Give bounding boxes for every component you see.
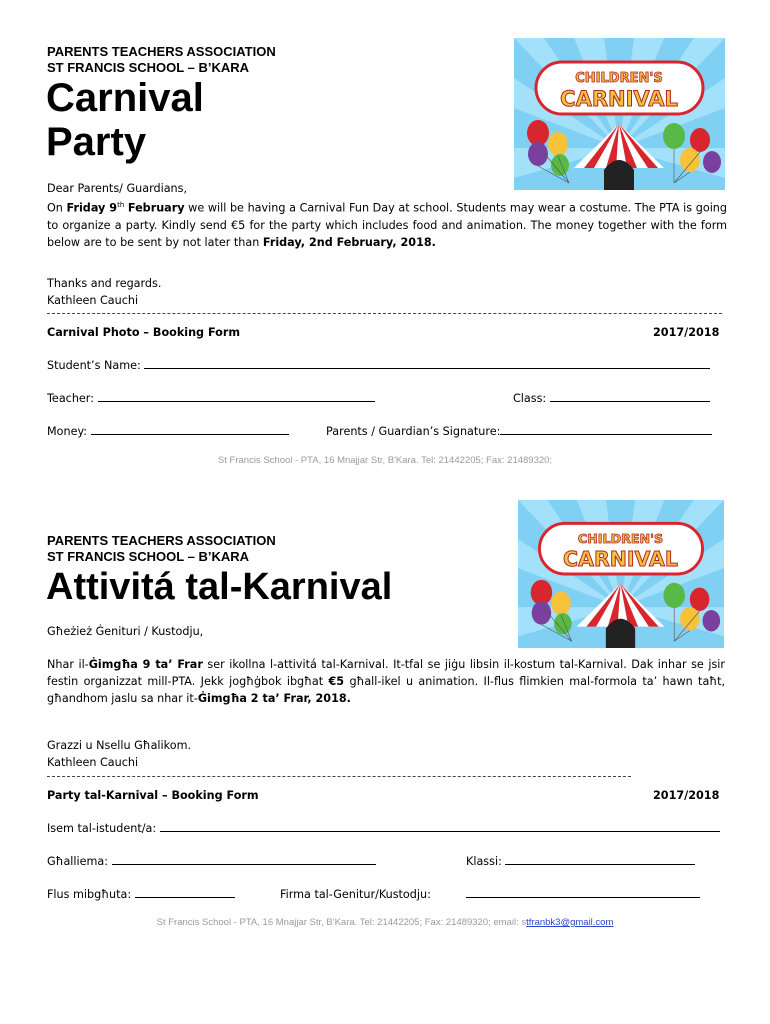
signature-label: Parents / Guardian’s Signature: — [326, 425, 501, 438]
letter-paragraph-2 — [47, 656, 725, 707]
student-name-field[interactable] — [144, 357, 710, 369]
carnival-poster-graphic — [518, 500, 724, 648]
thanks-text: Thanks and regards. — [47, 277, 162, 290]
text: ser ikollna l-attivitá tal-Karnival. It-tfal se jiġu libsin il-kostum tal-Karnival. Dak inhar se jsir festin organizzat mill-PTA. Jekk jogħġbok ibgħat — [47, 658, 725, 688]
money-row — [47, 423, 289, 440]
letter-body-1 — [47, 180, 727, 251]
thanks-text: Grazzi u Nsellu Għalikom. — [47, 739, 192, 752]
school-name: ST FRANCIS SCHOOL – B’KARA — [47, 549, 249, 564]
class-label: Klassi: — [466, 855, 502, 868]
org-name: PARENTS TEACHERS ASSOCIATION — [47, 533, 276, 548]
form-year: 2017/2018 — [653, 326, 720, 339]
ordinal-suffix: th — [117, 201, 125, 209]
signature-row-2 — [280, 886, 431, 903]
school-name: ST FRANCIS SCHOOL – B’KARA — [47, 60, 249, 75]
signoff-name: Kathleen Cauchi — [47, 756, 139, 769]
event-month: February — [127, 201, 185, 215]
class-field[interactable] — [550, 390, 710, 402]
event-day: Friday 9 — [66, 201, 118, 215]
letter-paragraph — [47, 197, 727, 251]
cut-line — [47, 313, 722, 314]
title-line-1: Carnival — [46, 76, 204, 120]
cut-line-2 — [47, 776, 631, 777]
text: we will be having a Carnival Fun Day at school. Students may wear a costume. The PTA is going to organize a party. Kindly send €5 for the party which includes food and animation. The money together with the form below are to be sent by not later than — [47, 201, 727, 249]
teacher-label: Għalliema: — [47, 855, 109, 868]
text: għall-ikel u animation. Il-flus flimkien mal-formola ta’ hawn taħt, għandhom jaslu sa nhar it- — [47, 675, 726, 705]
teacher-row — [47, 390, 375, 407]
footer-text: St Francis School - PTA, 16 Mnajjar Str, B'Kara. Tel: 21442205; Fax: 21489320; email: s — [156, 917, 527, 928]
student-name-row — [47, 357, 717, 374]
page-title-2: Attivitá tal-Karnival — [46, 566, 393, 608]
deadline: Friday, 2nd February, 2018. — [262, 235, 436, 249]
carnival-poster-graphic — [514, 38, 725, 190]
page-title — [46, 76, 204, 164]
text: Nhar il- — [47, 658, 89, 671]
poster-line-2: CARNIVAL — [560, 87, 678, 111]
teacher-field[interactable] — [112, 853, 376, 865]
student-name-row-2 — [47, 820, 727, 837]
teacher-field[interactable] — [98, 390, 375, 402]
money-field[interactable] — [135, 886, 235, 898]
footer-1: St Francis School - PTA, 16 Mnajjar Str, B'Kara. Tel: 21442205; Fax: 21489320; — [217, 455, 553, 466]
teacher-label: Teacher: — [47, 392, 94, 405]
signature-field[interactable] — [466, 886, 700, 898]
signature-field-2-wrap — [466, 886, 700, 903]
event-date: Ġimgħa 9 ta’ Frar — [88, 658, 203, 671]
signoff-name: Kathleen Cauchi — [47, 294, 139, 307]
class-row — [513, 390, 710, 407]
poster-line-2: CARNIVAL — [563, 547, 678, 572]
greeting-2: Għeżież Ġenituri / Kustodju, — [47, 625, 204, 638]
poster-line-1: CHILDREN'S — [575, 71, 663, 86]
pta-org-heading-2 — [47, 533, 276, 565]
greeting: Dear Parents/ Guardians, — [47, 182, 188, 195]
footer-2 — [0, 917, 770, 928]
form-year-2: 2017/2018 — [653, 789, 720, 802]
signoff-block-2 — [47, 737, 191, 771]
money-row-2 — [47, 886, 235, 903]
class-field[interactable] — [505, 853, 695, 865]
org-name: PARENTS TEACHERS ASSOCIATION — [47, 44, 276, 59]
form-title: Carnival Photo – Booking Form — [47, 326, 241, 339]
signoff-block-1 — [47, 275, 161, 309]
poster-line-1: CHILDREN'S — [577, 530, 664, 546]
title-line-2: Party — [46, 120, 147, 164]
student-name-field[interactable] — [160, 820, 720, 832]
carnival-poster-image — [514, 38, 725, 190]
email-link[interactable]: tfranbk3@gmail.com — [526, 917, 614, 928]
money-field[interactable] — [91, 423, 289, 435]
money-label: Money: — [47, 425, 88, 438]
teacher-row-2 — [47, 853, 376, 870]
class-row-2 — [466, 853, 695, 870]
class-label: Class: — [513, 392, 547, 405]
student-name-label: Student’s Name: — [47, 359, 141, 372]
money-label: Flus mibgħuta: — [47, 888, 132, 901]
price: €5 — [328, 675, 345, 688]
signature-field[interactable] — [500, 423, 712, 435]
form-title-2: Party tal-Karnival – Booking Form — [47, 789, 259, 802]
student-name-label: Isem tal-istudent/a: — [47, 822, 157, 835]
signature-row — [326, 423, 712, 440]
deadline: Ġimgħa 2 ta’ Frar, 2018. — [197, 692, 351, 705]
pta-org-heading — [47, 44, 276, 76]
signature-label: Firma tal-Genitur/Kustodju: — [280, 888, 431, 901]
carnival-poster-image-2 — [518, 500, 724, 648]
text: On — [47, 201, 67, 215]
